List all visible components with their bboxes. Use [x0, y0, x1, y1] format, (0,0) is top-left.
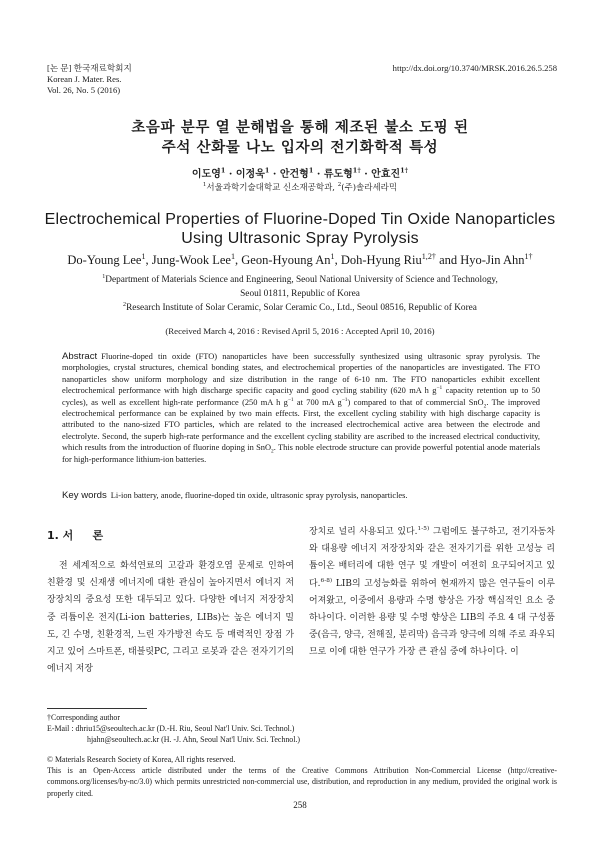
doi-link[interactable]: http://dx.doi.org/10.3740/MRSK.2016.26.5.258 — [392, 63, 557, 73]
authors-en: Do-Young Lee$^1$, Jung-Wook Lee$^1$, Geon-Hyoung An$^1$, Doh-Hyung Riu$^{1,2\dagger}$ and Hyo-Jin Ahn$^{1\dagger}$ — [67, 251, 533, 267]
footnote-correspondence: †Corresponding author E-Mail : dhriu15@seoultech.ac.kr (D.-H. Riu, Seoul Nat'l Univ. Sci. Technol.) hjahn@seoultech.ac.kr (H. -J. Ahn, Seoul Nat'l Univ. Sci. Technol.) — [47, 713, 301, 745]
abstract: Abstract Fluorine-doped tin oxide (FTO) nanoparticles have been successfully synthesized using ultrasonic spray pyrolysis. The morphologies, crystal structures, chemical bonding states, and electrochemical properties of the nanoparticles are investigated. The FTO nanoparticles show uniform morphology and size distribution in the range of 6-10 nm. The FTO nanoparticles exhibit excellent electrochemical performance with high discharge specific capacity and good cycling stability (620 mA h $g^{-1}$ capacity retention up to 50 cycles), as well as excellent high-rate performance (250 mA h $g^{-1}$ at 700 mA $g^{-1}$) compared to that of commercial SnO$_2$. The improved electrochemical performance can be explained by two main effects. First, the excellent cycling stability with high discharge capacity is attributed to the nano-sized FTO particles, which are related to the increased electrochemical active area between the electrode and electrolyte. Second, the superb high-rate performance and the excellent cycling stability are ascribed to the increased electrical conductivity, which results from the introduction of fluorine doping in SnO$_2$. This noble electrode structure can provide powerful potential anode materials for high-performance lithium-ion batteries. — [62, 351, 541, 464]
received-dates: (Received March 4, 2016 : Revised April 5, 2016 : Accepted April 10, 2016) — [165, 326, 435, 336]
affiliations-ko: $^1$서울과학기술대학교 신소재공학과, $^2$(주)솔라세라믹 — [202, 182, 398, 193]
abstract-label: Abstract — [62, 351, 98, 362]
intro-left-column — [47, 558, 294, 678]
keywords-label: Key words — [62, 490, 107, 501]
page-number: 258 — [293, 800, 307, 810]
section-heading-introduction: 1. 서 론 — [47, 529, 104, 542]
authors-ko: 이도영$^1$ · 이정욱$^1$ · 안건형$^1$ · 류도형$^{1\dagger}$ · 안효진$^{1\dagger}$ — [191, 166, 409, 180]
journal-name-en: Korean J. Mater. Res. — [47, 74, 122, 84]
intro-paragraph: 전 세계적으로 화석연료의 고갈과 환경오염 문제로 인하여 친환경 및 신재생 에너지에 대한 관심이 높아지면서 에너지 저장장치의 중요성 또한 대두되고 있다. 다양한 에너지 저장장치 중 리튬이온 전지(Li-ion batteries, LIBs)는 높은 에너지 밀도, 긴 수명, 친환경적, 느린 자가방전 속도 등 매력적인 장점 가지고 있어 스마트폰, 태블릿PC, 그리고 로봇과 같은 전자기기의 에너지 저장 — [47, 561, 294, 675]
title-ko-line1: 초음파 분무 열 분해법을 통해 제조된 불소 도핑 된 — [131, 119, 469, 136]
footnote-license: © Materials Research Society of Korea, All rights reserved. This is an Open-Access article distributed under the terms of the Creative Commons Attribution Non-Commercial License (http://creative-commons.org/licenses/by-nc/3.0) which permits unrestricted non-commercial use, distribution, and reproduction in any medium, provided the original work is properly cited. — [47, 755, 557, 798]
title-ko-line2: 주석 산화물 나노 입자의 전기화학적 특성 — [161, 139, 439, 156]
affiliations-en: $^1$Department of Materials Science and Engineering, Seoul National University of Science and Technology, Seoul 01811, Republic of Korea $^2$Research Institute of Solar Ceramic, Solar Ceramic Co., Ltd., Seoul 08516, Republic of Korea — [102, 273, 498, 313]
title-en-line2: Using Ultrasonic Spray Pyrolysis — [181, 230, 419, 247]
journal-volume: Vol. 26, No. 5 (2016) — [47, 85, 121, 95]
keywords: Key words Li-ion battery, anode, fluorine-doped tin oxide, ultrasonic spray pyrolysis, nanoparticles. — [62, 490, 408, 501]
journal-header — [47, 63, 132, 96]
title-en-line1: Electrochemical Properties of Fluorine-Doped Tin Oxide Nanoparticles — [44, 211, 556, 228]
footnote-rule — [47, 708, 147, 709]
journal-name-ko: [논 문] 한국재료학회지 — [47, 63, 132, 73]
intro-right-column — [309, 524, 555, 662]
intro-paragraph-continued: 장치로 널리 사용되고 있다.$^{1-5)}$ 그럼에도 불구하고, 전기자동차와 대용량 에너지 저장장치와 같은 전자기기를 위한 고성능 리튬이온 배터리에 대한 연구 및 개발이 여전히 요구되어지고 있다.$^{6-8)}$ LIB의 고성능화를 위하여 현재까지 많은 연구들이 이루어져왔고, 이중에서 용량과 수명 향상은 가장 핵심적인 요소 중 하나이다. 이러한 용량 및 수명 향상은 LIB의 주요 4 대 구성품 중(음극, 양극, 전해질, 분리막) 음극과 양극에 의해 주로 좌우되므로 이에 대한 연구가 가장 큰 관심 중에 하나이다. 이 — [309, 526, 555, 658]
